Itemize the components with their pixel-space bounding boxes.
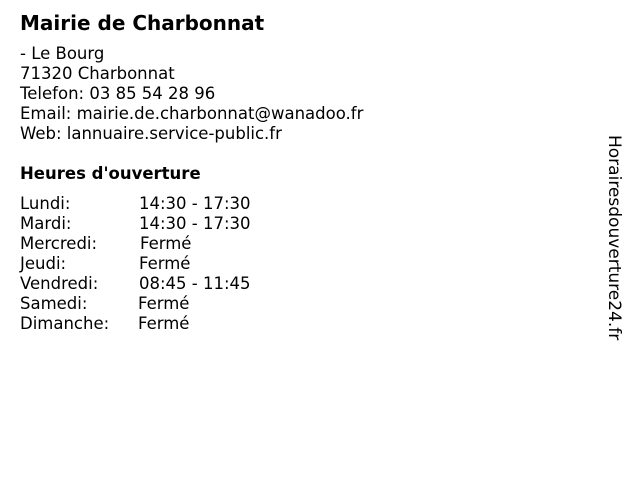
email-line: Email: mairie.de.charbonnat@wanadoo.fr xyxy=(20,104,364,123)
page-title: Mairie de Charbonnat xyxy=(20,11,265,35)
hours-value: Fermé xyxy=(140,234,192,253)
site-watermark: Horairesdouverture24.fr xyxy=(604,135,624,341)
day-label: Mercredi: xyxy=(20,234,98,253)
hours-value: 14:30 - 17:30 xyxy=(139,214,251,233)
day-label: Samedi: xyxy=(20,294,88,313)
street-line: - Le Bourg xyxy=(20,44,105,63)
day-label: Lundi: xyxy=(20,194,71,213)
hours-value: Fermé xyxy=(139,254,191,273)
address-block xyxy=(20,44,363,144)
hours-value: 08:45 - 11:45 xyxy=(139,274,251,293)
day-label: Dimanche: xyxy=(20,314,110,333)
hours-value: 14:30 - 17:30 xyxy=(139,194,251,213)
hours-heading: Heures d'ouverture xyxy=(20,164,201,183)
hours-value: Fermé xyxy=(138,294,190,313)
day-label: Jeudi: xyxy=(20,254,67,273)
phone-line: Telefon: 03 85 54 28 96 xyxy=(20,84,216,103)
day-label: Mardi: xyxy=(20,214,72,233)
city-line: 71320 Charbonnat xyxy=(20,64,175,83)
day-label: Vendredi: xyxy=(20,274,99,293)
web-line: Web: lannuaire.service-public.fr xyxy=(20,124,282,143)
hours-value: Fermé xyxy=(138,314,190,333)
